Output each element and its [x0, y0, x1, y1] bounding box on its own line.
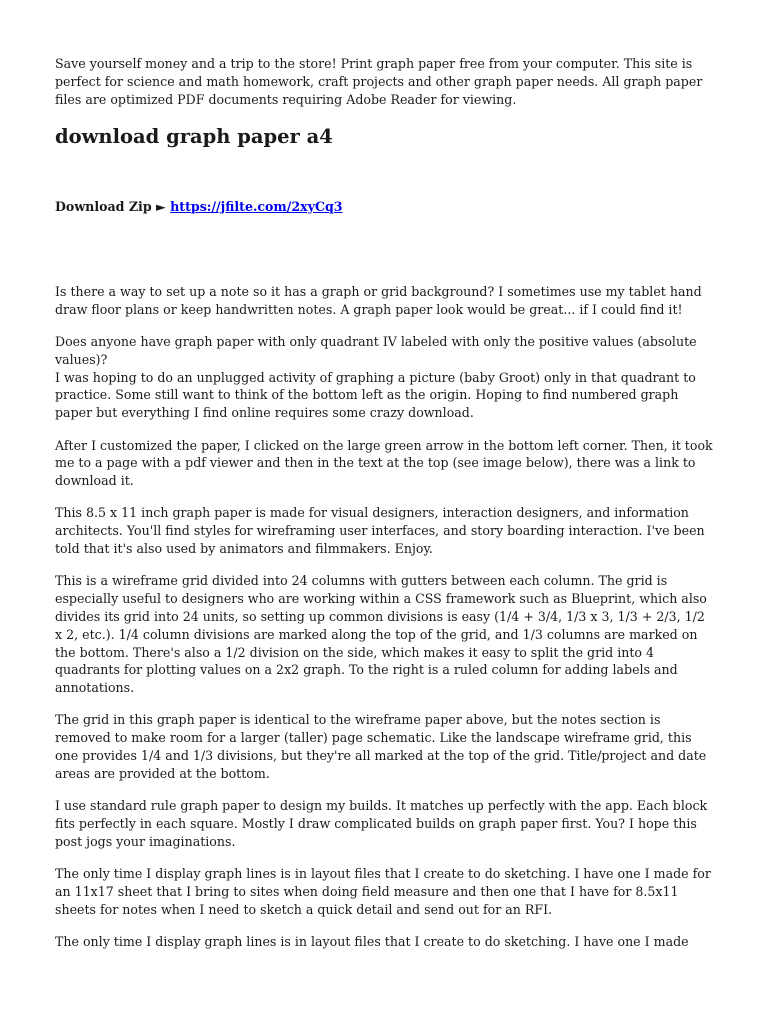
article-body [55, 283, 715, 965]
intro-paragraph: Save yourself money and a trip to the store! Print graph paper free from your computer. This site is perfect for science and math homework, craft projects and other graph paper needs. All graph paper files are optimized PDF documents requiring Adobe Reader for viewing. [55, 56, 703, 107]
paragraph-standard-rule: I use standard rule graph paper to design my builds. It matches up perfectly with the app. Each block fits perfectly in each square. Mostly I draw complicated builds on graph paper first. You? I hope this post jogs your imaginations. [55, 798, 708, 849]
paragraph-wireframe-grid: This is a wireframe grid divided into 24 columns with gutters between each column. The grid is especially useful to designers who are working within a CSS framework such as Blueprint, which also divides its grid into 24 units, so setting up common divisions is easy (1/4 + 3/4, 1/3 x 3, 1/3 + 2/3, 1/2 x 2, etc.). 1/4 column divisions are marked along the top of the grid, and 1/3 columns are marked on the bottom. There's also a 1/2 division on the side, which makes it easy to split the grid into 4 quadrants for plotting values on a 2x2 graph. To the right is a ruled column for adding labels and annotations. [55, 573, 707, 696]
paragraph-quadrant-question [55, 333, 715, 422]
paragraph-note-background: Is there a way to set up a note so it has a graph or grid background? I sometimes use my tablet hand draw floor plans or keep handwritten notes. A graph paper look would be great... if I could find it! [55, 284, 702, 317]
document-page [55, 55, 715, 949]
paragraph-layout-files: The only time I display graph lines is in layout files that I create to do sketching. I have one I made for an 11x17 sheet that I bring to sites when doing field measure and then one that I have for 8.5x11 sheets for notes when I need to sketch a quick detail and send out for an RFI. [55, 866, 711, 917]
paragraph-identical-grid: The grid in this graph paper is identical to the wireframe paper above, but the notes section is removed to make room for a larger (taller) page schematic. Like the landscape wireframe grid, this one provides 1/4 and 1/3 divisions, but they're all marked at the top of the grid. Title/project and date areas are provided at the bottom. [55, 712, 707, 781]
paragraph-letter-size: This 8.5 x 11 inch graph paper is made for visual designers, interaction designers, and information architects. You'll find styles for wireframing user interfaces, and story boarding interaction. I've been told that it's also used by animators and filmmakers. Enjoy. [55, 505, 705, 557]
paragraph-quadrant-question-line1: Does anyone have graph paper with only quadrant IV labeled with only the positive values (absolute values)? [55, 334, 697, 367]
paragraph-layout-files-repeat: The only time I display graph lines is in layout files that I create to do sketching. I have one I made [55, 933, 689, 949]
paragraph-customized-paper: After I customized the paper, I clicked on the large green arrow in the bottom left corner. Then, it took me to a page with a pdf viewer and then in the text at the top (see image below), there was a link to download it. [55, 437, 713, 489]
download-label: Download Zip ► [55, 199, 166, 214]
paragraph-quadrant-question-line2: I was hoping to do an unplugged activity of graphing a picture (baby Groot) only in that quadrant to practice. Some still want to think of the bottom left as the origin. Hoping to find numbered graph paper but everything I find online requires some crazy download. [55, 369, 696, 421]
download-link[interactable]: https://jfilte.com/2xyCq3 [170, 199, 343, 214]
page-title: download graph paper a4 [55, 125, 333, 148]
download-line [55, 199, 343, 214]
